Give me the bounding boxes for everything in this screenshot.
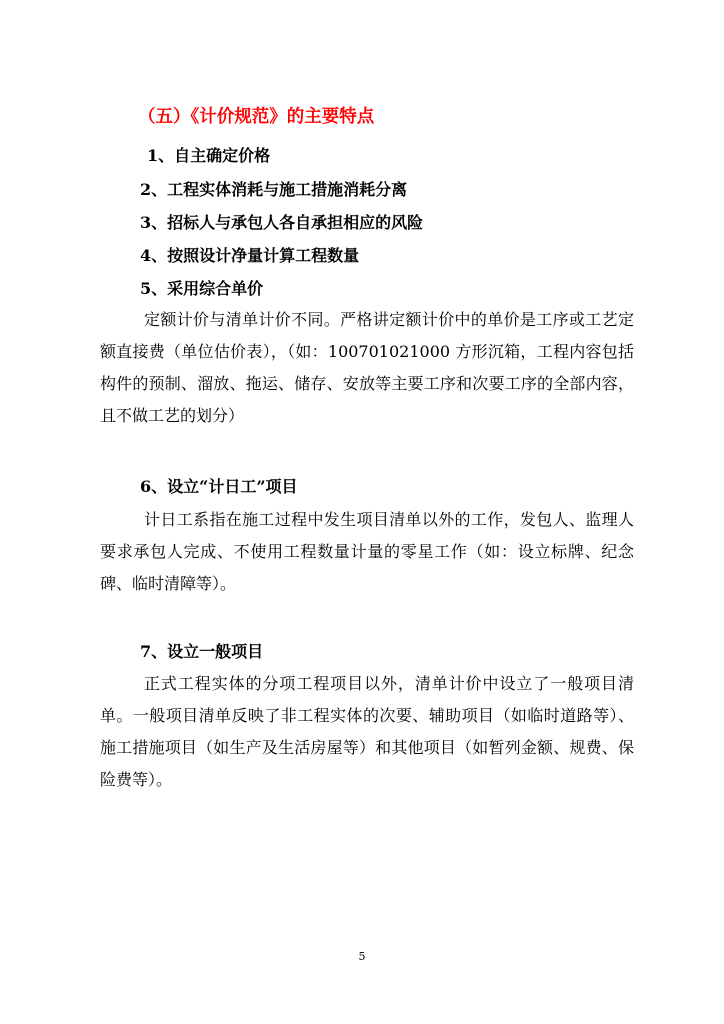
feature-heading-7: 7、设立一般项目 bbox=[140, 642, 264, 661]
feature-heading-5: 5、采用综合单价 bbox=[140, 279, 264, 298]
paragraph-pricing: 定额计价与清单计价不同。严格讲定额计价中的单价是工序或工艺定额直接费（单位估价表），（如：100701021000 方形沉箱，工程内容包括构件的预制、溜放、拖运、储存、安放等主要工序和次要工序的全部内容，且不做工艺的划分） bbox=[100, 310, 634, 425]
paragraph-general-items: 正式工程实体的分项工程项目以外，清单计价中设立了一般项目清单。一般项目清单反映了非工程实体的次要、辅助项目（如临时道路等）、施工措施项目（如生产及生活房屋等）和其他项目（如暂列金额、规费、保险费等）。 bbox=[100, 674, 634, 789]
feature-heading-2: 2、工程实体消耗与施工措施消耗分离 bbox=[140, 180, 408, 199]
feature-heading-3: 3、招标人与承包人各自承担相应的风险 bbox=[140, 213, 424, 232]
paragraph-daywork: 计日工系指在施工过程中发生项目清单以外的工作，发包人、监理人要求承包人完成、不使用工程数量计量的零星工作（如：设立标牌、纪念碑、临时清障等）。 bbox=[100, 510, 634, 593]
feature-heading-4: 4、按照设计净量计算工程数量 bbox=[140, 246, 360, 265]
feature-heading-1: 1、自主确定价格 bbox=[147, 146, 271, 165]
section-title: （五）《计价规范》的主要特点 bbox=[138, 107, 375, 127]
feature-heading-6: 6、设立“计日工”项目 bbox=[140, 477, 298, 496]
page-number: 5 bbox=[358, 950, 366, 963]
